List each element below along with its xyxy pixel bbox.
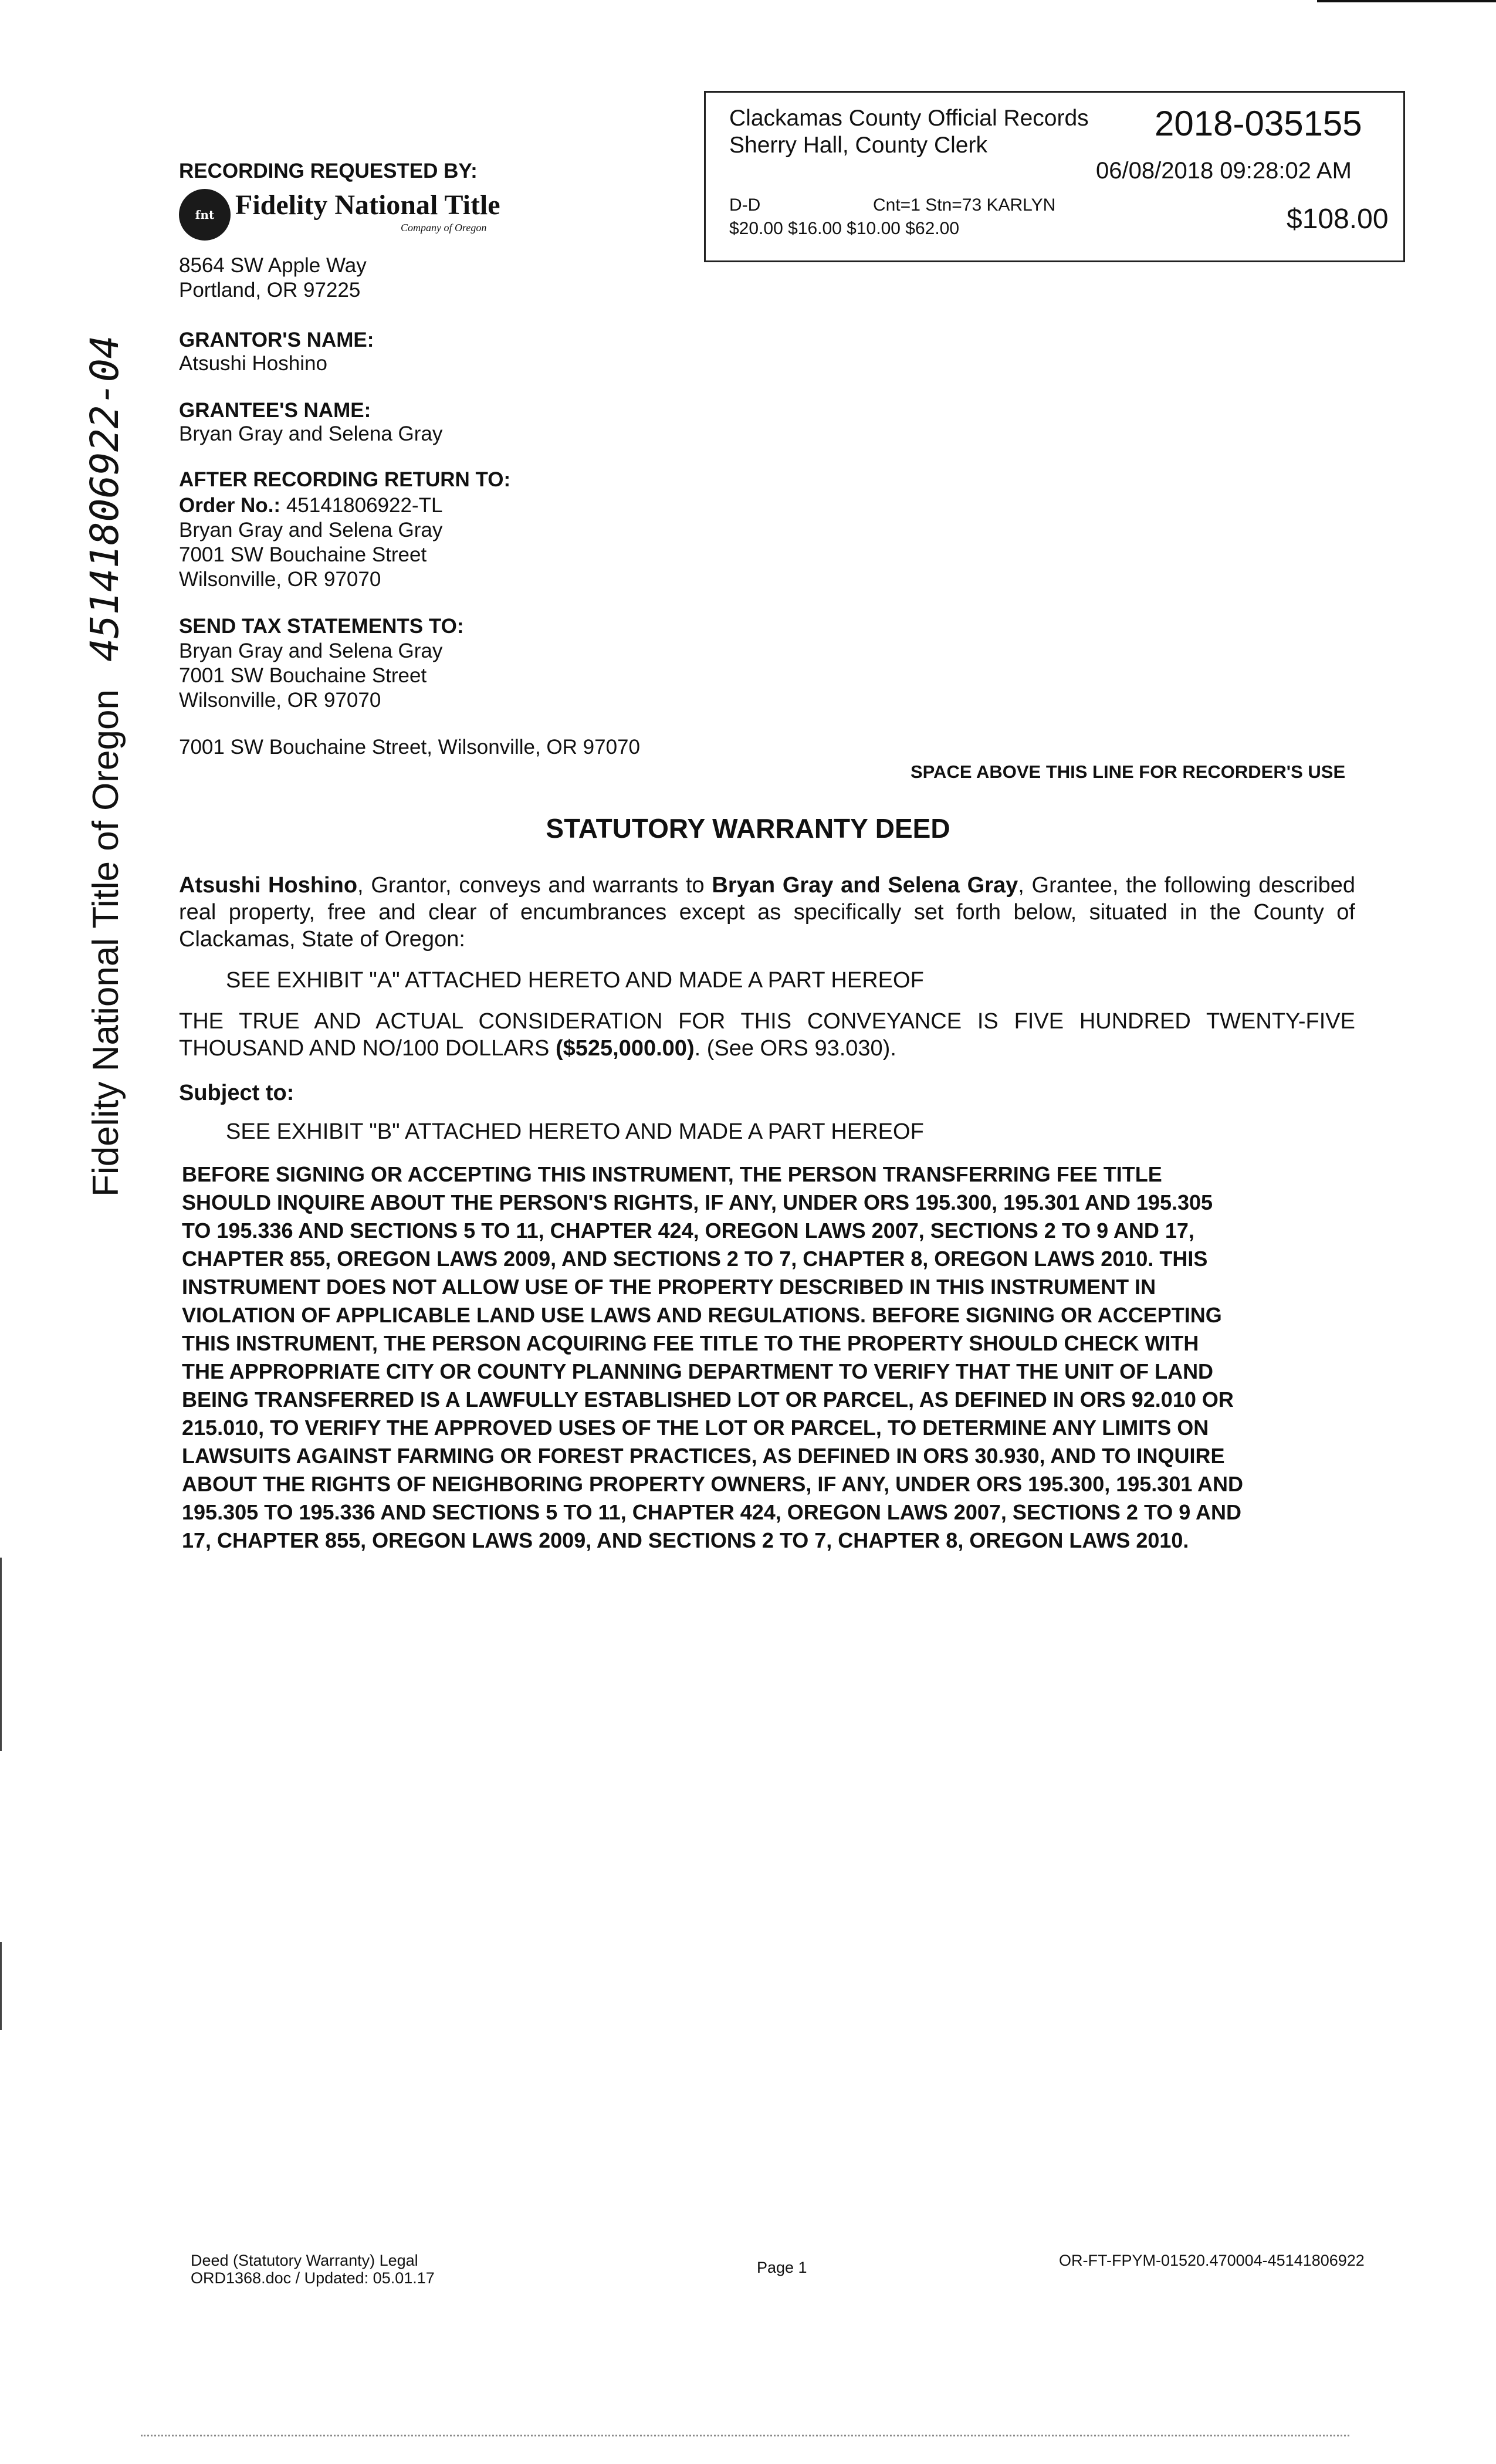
count-station: Cnt=1 Stn=73 KARLYN bbox=[873, 195, 1056, 215]
warning-line: 17, CHAPTER 855, OREGON LAWS 2009, AND SECTIONS 2 TO 7, CHAPTER 8, OREGON LAWS 2010. bbox=[182, 1528, 1189, 1552]
warning-line: CHAPTER 855, OREGON LAWS 2009, AND SECTIONS 2 TO 7, CHAPTER 8, OREGON LAWS 2010. THIS bbox=[182, 1247, 1208, 1271]
warning-line: SHOULD INQUIRE ABOUT THE PERSON'S RIGHTS, IF ANY, UNDER ORS 195.300, 195.301 AND 195.305 bbox=[182, 1190, 1213, 1214]
conveys-text: , Grantor, conveys and warrants to bbox=[357, 873, 712, 898]
consideration-reference: . (See ORS 93.030). bbox=[694, 1036, 896, 1061]
grantor-bold-name: Atsushi Hoshino bbox=[179, 873, 358, 898]
grantee-name: Bryan Gray and Selena Gray bbox=[179, 422, 443, 445]
form-file: ORD1368.doc / Updated: 05.01.17 bbox=[191, 2269, 435, 2287]
form-name: Deed (Statutory Warranty) Legal bbox=[191, 2252, 418, 2269]
tax-statements-city: Wilsonville, OR 97070 bbox=[179, 689, 381, 712]
grantor-label: GRANTOR'S NAME: bbox=[179, 329, 374, 351]
recording-requested-label: RECORDING REQUESTED BY: bbox=[179, 160, 478, 182]
warning-line: BEING TRANSFERRED IS A LAWFULLY ESTABLISHED LOT OR PARCEL, AS DEFINED IN ORS 92.010 OR bbox=[182, 1387, 1234, 1412]
document-title: STATUTORY WARRANTY DEED bbox=[546, 813, 950, 844]
recording-stamp-box bbox=[704, 91, 1405, 262]
order-number-label: Order No.: bbox=[179, 494, 281, 517]
return-to-name: Bryan Gray and Selena Gray bbox=[179, 519, 443, 541]
margin-mark bbox=[0, 1942, 2, 2030]
grantee-label: GRANTEE'S NAME: bbox=[179, 399, 371, 422]
warning-line: ABOUT THE RIGHTS OF NEIGHBORING PROPERTY OWNERS, IF ANY, UNDER ORS 195.300, 195.301 AND bbox=[182, 1472, 1244, 1496]
company-subtitle: Company of Oregon bbox=[401, 222, 487, 233]
tax-statements-street: 7001 SW Bouchaine Street bbox=[179, 664, 427, 687]
property-address: 7001 SW Bouchaine Street, Wilsonville, OR 97070 bbox=[179, 736, 640, 759]
grantor-name: Atsushi Hoshino bbox=[179, 352, 327, 375]
records-office: Clackamas County Official Records bbox=[729, 106, 1089, 131]
county-clerk: Sherry Hall, County Clerk bbox=[729, 133, 987, 158]
exhibit-b-reference: SEE EXHIBIT "B" ATTACHED HERETO AND MADE A PART HEREOF bbox=[226, 1119, 924, 1144]
warning-line: BEFORE SIGNING OR ACCEPTING THIS INSTRUMENT, THE PERSON TRANSFERRING FEE TITLE bbox=[182, 1162, 1162, 1186]
exhibit-a-reference: SEE EXHIBIT "A" ATTACHED HERETO AND MADE A PART HEREOF bbox=[226, 968, 924, 993]
warning-line: TO 195.336 AND SECTIONS 5 TO 11, CHAPTER 424, OREGON LAWS 2007, SECTIONS 2 TO 9 AND 17, bbox=[182, 1219, 1194, 1243]
side-stamp-company: Fidelity National Title of Oregon bbox=[86, 689, 126, 1197]
margin-mark bbox=[0, 1558, 2, 1751]
document-number: 2018-035155 bbox=[1155, 104, 1362, 143]
recording-datetime: 06/08/2018 09:28:02 AM bbox=[1096, 158, 1352, 184]
requester-address-line2: Portland, OR 97225 bbox=[179, 279, 361, 302]
document-code: OR-FT-FPYM-01520.470004-45141806922 bbox=[1059, 2252, 1365, 2269]
warning-line: LAWSUITS AGAINST FARMING OR FOREST PRACTICES, AS DEFINED IN ORS 30.930, AND TO INQUIRE bbox=[182, 1444, 1225, 1468]
company-seal-icon: fnt bbox=[179, 189, 231, 241]
grantee-bold-name: Bryan Gray and Selena Gray bbox=[712, 873, 1018, 898]
warning-line: 215.010, TO VERIFY THE APPROVED USES OF THE LOT OR PARCEL, TO DETERMINE ANY LIMITS ON bbox=[182, 1416, 1209, 1440]
scan-edge-dots bbox=[141, 2435, 1349, 2436]
return-to-label: AFTER RECORDING RETURN TO: bbox=[179, 468, 511, 491]
tax-statements-label: SEND TAX STATEMENTS TO: bbox=[179, 615, 464, 638]
order-number-line bbox=[179, 494, 442, 517]
consideration-paragraph bbox=[179, 1008, 1355, 1062]
recorder-use-note: SPACE ABOVE THIS LINE FOR RECORDER'S USE bbox=[911, 761, 1346, 782]
side-order-stamp bbox=[82, 335, 127, 1197]
fidelity-logo bbox=[179, 189, 507, 248]
company-name: Fidelity National Title bbox=[235, 189, 500, 221]
top-edge-rule bbox=[1317, 0, 1496, 2]
requester-address-line1: 8564 SW Apple Way bbox=[179, 254, 367, 277]
conveyance-rest: , Grantee, the following described real property, free and clear of encumbrances except as specifically set forth below, situated in the County of Clackamas, State of Oregon: bbox=[179, 873, 1355, 952]
conveyance-paragraph bbox=[179, 872, 1355, 953]
land-use-warning bbox=[182, 1160, 1355, 1555]
order-number: 45141806922-TL bbox=[286, 494, 443, 517]
side-stamp-handwritten-order: 45141806922-04 bbox=[82, 335, 127, 662]
tax-statements-name: Bryan Gray and Selena Gray bbox=[179, 639, 443, 662]
subject-to-heading: Subject to: bbox=[179, 1081, 295, 1105]
warning-line: THIS INSTRUMENT, THE PERSON ACQUIRING FEE TITLE TO THE PROPERTY SHOULD CHECK WITH bbox=[182, 1331, 1199, 1355]
fee-total: $108.00 bbox=[1287, 204, 1389, 235]
return-to-street: 7001 SW Bouchaine Street bbox=[179, 543, 427, 566]
return-to-city: Wilsonville, OR 97070 bbox=[179, 568, 381, 591]
warning-line: INSTRUMENT DOES NOT ALLOW USE OF THE PROPERTY DESCRIBED IN THIS INSTRUMENT IN bbox=[182, 1275, 1156, 1299]
warning-line: THE APPROPRIATE CITY OR COUNTY PLANNING DEPARTMENT TO VERIFY THAT THE UNIT OF LAND bbox=[182, 1359, 1214, 1383]
consideration-text: THE TRUE AND ACTUAL CONSIDERATION FOR THIS CONVEYANCE IS FIVE HUNDRED TWENTY-FIVE THOUSAND AND NO/100 DOLLARS bbox=[179, 1009, 1355, 1061]
warning-line: 195.305 TO 195.336 AND SECTIONS 5 TO 11, CHAPTER 424, OREGON LAWS 2007, SECTIONS 2 TO 9 AND bbox=[182, 1500, 1241, 1524]
document-type: D-D bbox=[729, 195, 761, 215]
warning-line: VIOLATION OF APPLICABLE LAND USE LAWS AND REGULATIONS. BEFORE SIGNING OR ACCEPTING bbox=[182, 1303, 1222, 1327]
fee-breakdown: $20.00 $16.00 $10.00 $62.00 bbox=[729, 219, 960, 238]
page-number: Page 1 bbox=[757, 2259, 807, 2276]
consideration-amount: ($525,000.00) bbox=[555, 1036, 695, 1061]
